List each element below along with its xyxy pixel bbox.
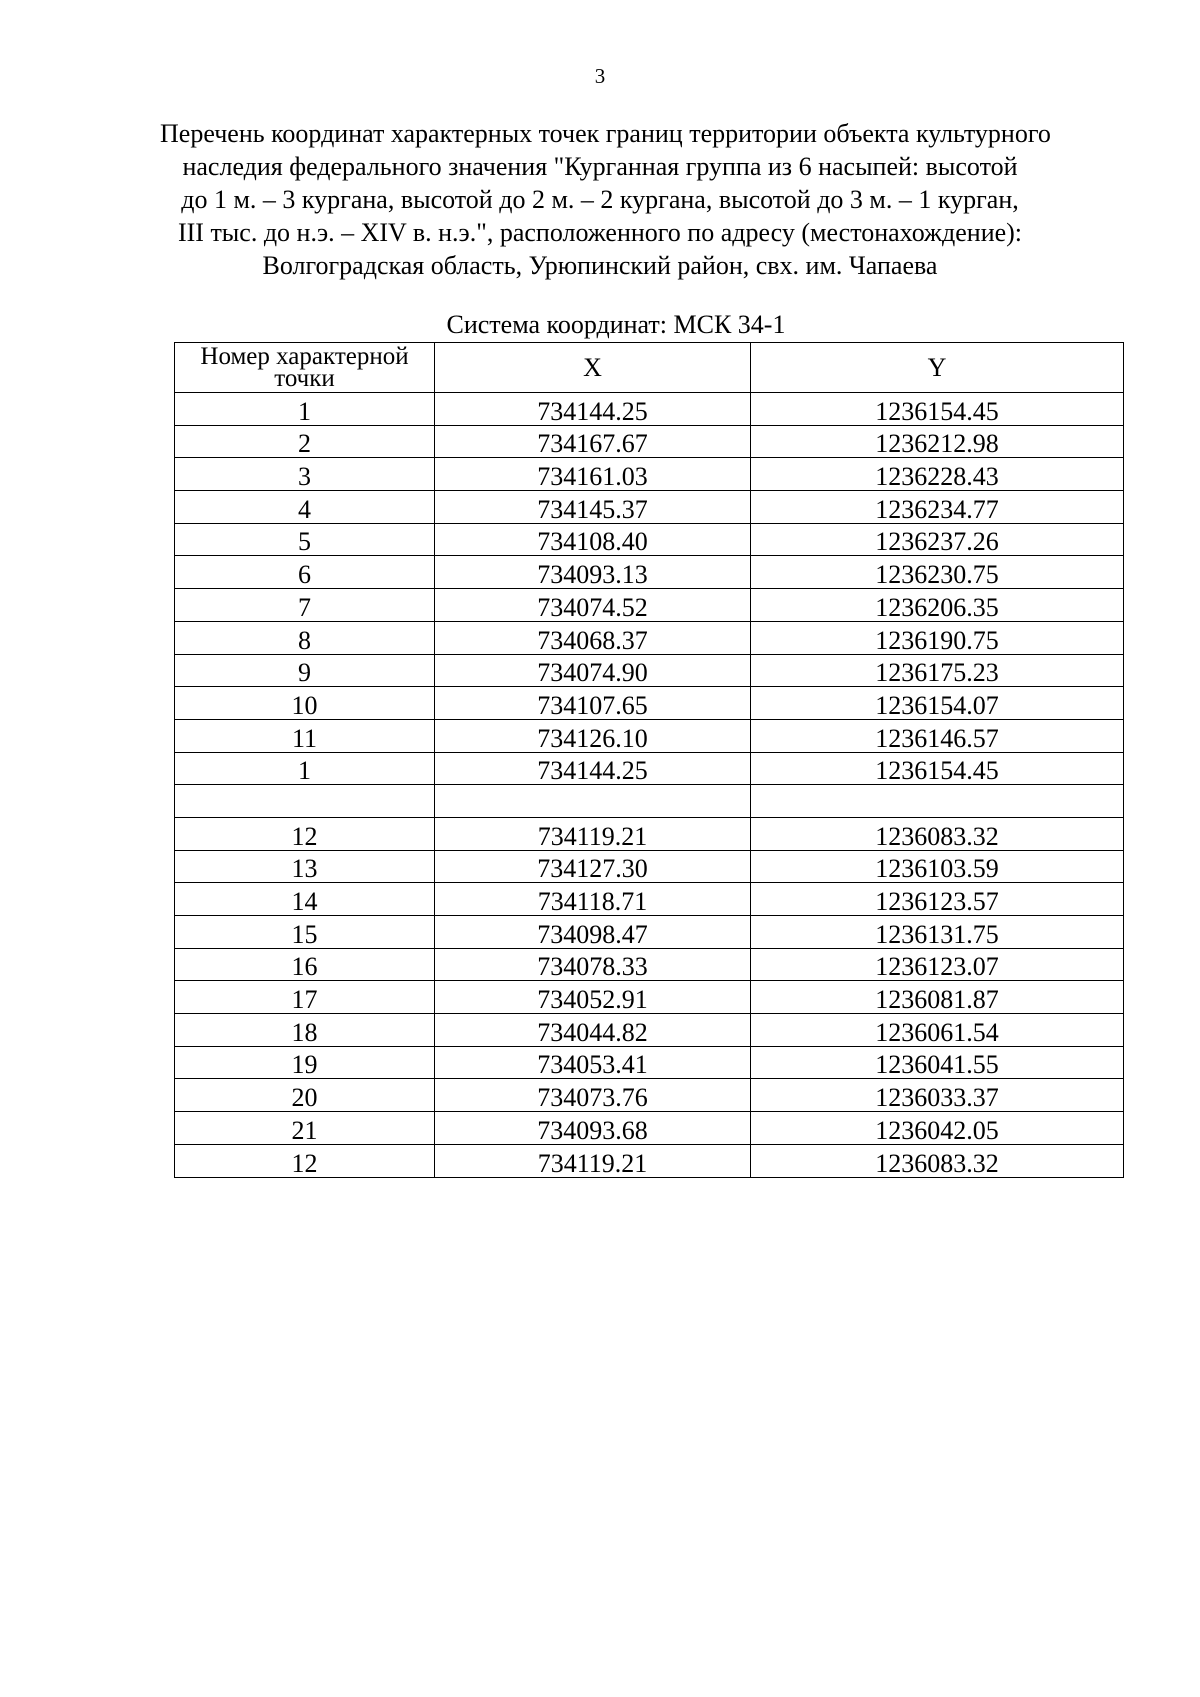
header-point-number-line1: Номер характерной [200, 342, 409, 370]
coordinate-system-caption: Система координат: МСК 34-1 [446, 310, 786, 339]
cell-point-number: 10 [175, 687, 435, 720]
cell-y [751, 785, 1124, 818]
table-row [175, 1014, 1124, 1047]
table-body [175, 393, 1124, 1178]
cell-point-number: 11 [175, 719, 435, 752]
cell-point-number: 9 [175, 654, 435, 687]
table-row [175, 589, 1124, 622]
cell-point-number: 14 [175, 883, 435, 916]
table-row [175, 981, 1124, 1014]
cell-x: 734068.37 [435, 621, 751, 654]
table-row [175, 1144, 1124, 1177]
heading-line: Перечень координат характерных точек границ территории объекта культурного [160, 119, 1051, 148]
cell-x: 734161.03 [435, 458, 751, 491]
cell-point-number: 1 [175, 752, 435, 785]
cell-x: 734073.76 [435, 1079, 751, 1112]
cell-x: 734144.25 [435, 393, 751, 426]
cell-point-number: 2 [175, 425, 435, 458]
table-row [175, 393, 1124, 426]
cell-y: 1236230.75 [751, 556, 1124, 589]
header-y: Y [751, 343, 1124, 393]
heading-line: Волгоградская область, Урюпинский район, свх. им. Чапаева [262, 251, 938, 280]
cell-x: 734126.10 [435, 719, 751, 752]
table-row [175, 883, 1124, 916]
cell-x: 734119.21 [435, 817, 751, 850]
table-row [175, 458, 1124, 491]
cell-y: 1236042.05 [751, 1112, 1124, 1145]
table-row [175, 556, 1124, 589]
cell-point-number: 15 [175, 916, 435, 949]
cell-point-number: 4 [175, 491, 435, 524]
table-row [175, 1046, 1124, 1079]
table-row [175, 523, 1124, 556]
table-row [175, 850, 1124, 883]
cell-point-number: 8 [175, 621, 435, 654]
cell-x: 734053.41 [435, 1046, 751, 1079]
table-row [175, 621, 1124, 654]
heading-line: наследия федерального значения "Курганная группа из 6 насыпей: высотой [182, 152, 1018, 181]
cell-y: 1236175.23 [751, 654, 1124, 687]
cell-point-number: 12 [175, 1144, 435, 1177]
cell-y: 1236123.07 [751, 948, 1124, 981]
cell-x [435, 785, 751, 818]
coordinates-table [174, 342, 1124, 1178]
cell-x: 734098.47 [435, 916, 751, 949]
cell-point-number: 17 [175, 981, 435, 1014]
cell-x: 734074.52 [435, 589, 751, 622]
header-x: X [435, 343, 751, 393]
cell-point-number: 3 [175, 458, 435, 491]
cell-y: 1236154.07 [751, 687, 1124, 720]
cell-y: 1236234.77 [751, 491, 1124, 524]
cell-point-number: 5 [175, 523, 435, 556]
cell-x: 734108.40 [435, 523, 751, 556]
table-row [175, 817, 1124, 850]
header-point-number [175, 343, 435, 393]
document-heading [160, 117, 1051, 282]
cell-point-number: 21 [175, 1112, 435, 1145]
cell-x: 734145.37 [435, 491, 751, 524]
cell-y: 1236131.75 [751, 916, 1124, 949]
cell-point-number: 20 [175, 1079, 435, 1112]
heading-line: III тыс. до н.э. – XIV в. н.э.", расположенного по адресу (местонахождение): [177, 218, 1023, 247]
cell-y: 1236154.45 [751, 752, 1124, 785]
table-row [175, 1112, 1124, 1145]
cell-y: 1236041.55 [751, 1046, 1124, 1079]
cell-point-number: 16 [175, 948, 435, 981]
table-row [175, 948, 1124, 981]
cell-y: 1236206.35 [751, 589, 1124, 622]
table-row [175, 785, 1124, 818]
cell-y: 1236146.57 [751, 719, 1124, 752]
cell-x: 734144.25 [435, 752, 751, 785]
cell-x: 734044.82 [435, 1014, 751, 1047]
cell-y: 1236212.98 [751, 425, 1124, 458]
table-row [175, 916, 1124, 949]
cell-y: 1236083.32 [751, 817, 1124, 850]
cell-x: 734074.90 [435, 654, 751, 687]
cell-x: 734093.68 [435, 1112, 751, 1145]
cell-point-number: 13 [175, 850, 435, 883]
page-number: 3 [594, 64, 606, 88]
table-row [175, 425, 1124, 458]
table-row [175, 752, 1124, 785]
cell-point-number: 12 [175, 817, 435, 850]
cell-point-number: 6 [175, 556, 435, 589]
cell-y: 1236123.57 [751, 883, 1124, 916]
cell-x: 734078.33 [435, 948, 751, 981]
cell-y: 1236228.43 [751, 458, 1124, 491]
cell-y: 1236103.59 [751, 850, 1124, 883]
cell-x: 734127.30 [435, 850, 751, 883]
cell-y: 1236154.45 [751, 393, 1124, 426]
table-header-row [175, 343, 1124, 393]
cell-x: 734052.91 [435, 981, 751, 1014]
cell-y: 1236061.54 [751, 1014, 1124, 1047]
cell-point-number: 18 [175, 1014, 435, 1047]
table-row [175, 687, 1124, 720]
heading-line: до 1 м. – 3 кургана, высотой до 2 м. – 2 кургана, высотой до 3 м. – 1 курган, [181, 185, 1019, 214]
cell-x: 734107.65 [435, 687, 751, 720]
cell-point-number: 19 [175, 1046, 435, 1079]
cell-y: 1236033.37 [751, 1079, 1124, 1112]
table-row [175, 491, 1124, 524]
cell-x: 734167.67 [435, 425, 751, 458]
cell-y: 1236190.75 [751, 621, 1124, 654]
cell-point-number: 7 [175, 589, 435, 622]
cell-point-number [175, 785, 435, 818]
header-point-number-line2: точки [274, 364, 335, 392]
cell-x: 734093.13 [435, 556, 751, 589]
cell-x: 734118.71 [435, 883, 751, 916]
cell-point-number: 1 [175, 393, 435, 426]
cell-y: 1236083.32 [751, 1144, 1124, 1177]
table-row [175, 1079, 1124, 1112]
cell-x: 734119.21 [435, 1144, 751, 1177]
cell-y: 1236081.87 [751, 981, 1124, 1014]
table-row [175, 719, 1124, 752]
cell-y: 1236237.26 [751, 523, 1124, 556]
table-row [175, 654, 1124, 687]
